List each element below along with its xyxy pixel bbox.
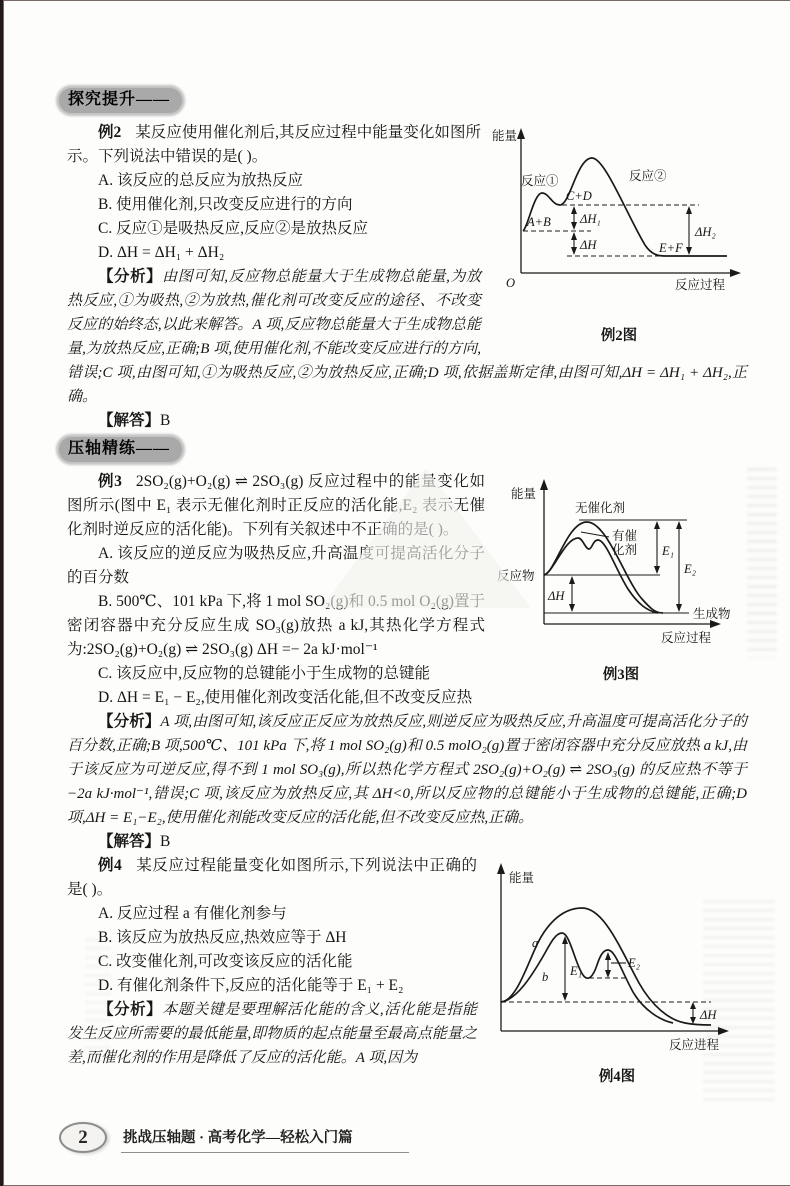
option-c: C. 该反应中,反应物的总键能小于生成物的总键能 (98, 665, 430, 682)
e2-label: E₂ (628, 956, 640, 970)
e1-label: E₁ (662, 544, 674, 558)
y-axis-label: 能量 (509, 871, 535, 885)
delta-h2-label: ΔH₂ (695, 225, 716, 239)
energy-diagram-ex4 (487, 856, 747, 1064)
energy-diagram-ex3 (495, 472, 747, 662)
figure-caption-ex2: 例2图 (600, 328, 638, 344)
section-header-row (59, 437, 747, 462)
e1-label: E₁ (570, 964, 582, 978)
answer-ex3 (67, 830, 747, 854)
figure-ex4 (487, 856, 747, 1088)
y-axis-label: 能量 (511, 487, 537, 501)
catalyst-label-line1: 有催 (612, 529, 638, 543)
page-number: 2 (78, 1126, 88, 1148)
analysis-ex3 (67, 710, 747, 830)
example-label: 例4 (98, 857, 122, 874)
section-header-final: 压轴精练—— (59, 437, 182, 462)
reaction1-label: 反应① (521, 174, 559, 188)
level-cd-label: C+D (566, 189, 592, 203)
figure-caption-ex3: 例3图 (602, 667, 640, 683)
answer-text: B (160, 412, 171, 429)
figure-ex2 (491, 123, 747, 347)
example-label: 例3 (98, 473, 122, 490)
option-b: B. 该反应为放热反应,热效应等于 ΔH (98, 929, 347, 946)
answer-label: 【解答】 (98, 833, 161, 850)
example-4 (67, 854, 747, 1085)
option-d: D. 有催化剂条件下,反应的活化能等于 E₁ + E₂ (98, 977, 404, 994)
analysis-label: 【分析】 (98, 713, 161, 730)
page-number-badge (59, 1122, 107, 1153)
analysis-text: A 项,由图可知,该反应正反应为放热反应,则逆反应为吸热反应,升高温度可提高活化分子的百分数,正确;B 项,500℃、101 kPa 下,将 1 mol SO₂(g)和 0.5 molO₂(g)置于密闭容器中充分反应放热 a kJ,由于该反应为可逆反应,得不到 1 mol SO₃(g),所以热化学方程式 2SO₂(g)+O₂(g) ⇌ 2SO₃(g) 的反应热不等于−2a kJ·mol⁻¹,错误;C 项,该反应为放热反应,其 ΔH<0,所以反应物的总键能小于生成物的总键能,正确;D 项,ΔH = E₁−E₂,使用催化剂能改变反应的活化能,但不改变反应热,正确。 (67, 714, 747, 826)
analysis-label: 【分析】 (98, 268, 163, 285)
analysis-text: 由图可知,反应物总能量大于生成物总能量,为放热反应,①为吸热,②为放热,催化剂可改变反应的途径、不改变反应的始终态,以此来解答。A 项,反应物总能量大于生成物总能量,为放热反应,正确;B 项,使用催化剂,不能改变反应进行的方向,错误;C 项,由图可知,①为吸热反应,②为放热反应,正确;D 项,依据盖斯定律,由图可知,ΔH = ΔH₁ + ΔH₂,正确。 (67, 269, 747, 405)
reactants-label: 反应物 (497, 569, 535, 583)
option-a: A. 该反应的逆反应为吸热反应,升高温度可提高活化分子的百分数 (67, 545, 485, 586)
delta-h-label: ΔH (548, 589, 565, 603)
option-d: D. ΔH = ΔH₁ + ΔH₂ (98, 244, 225, 261)
section-header-explore: 探究提升—— (59, 88, 182, 113)
delta-h1-label: ΔH₁ (580, 212, 601, 226)
answer-label: 【解答】 (98, 412, 161, 429)
option-c: C. 改变催化剂,可改变该反应的活化能 (98, 953, 353, 970)
origin-label: O (506, 276, 516, 290)
book-title: 挑战压轴题 · 高考化学—轻松入门篇 (121, 1126, 409, 1153)
curve-b-label: b (542, 970, 549, 984)
option-a: A. 反应过程 a 有催化剂参与 (98, 905, 287, 922)
statement-text: 2SO₂(g)+O₂(g) ⇌ 2SO₃(g) 反应过程中的能量变化如图所示(图中 E₁ 表示无催化剂时正反应的活化能,E₂ 表示无催化剂时逆反应的活化能)。下列有关叙述中不正确的是( )。 (67, 473, 485, 538)
answer-text: B (160, 833, 171, 850)
no-catalyst-label: 无催化剂 (575, 501, 626, 515)
section-header-row (59, 88, 747, 113)
products-label: 生成物 (693, 607, 731, 621)
option-c: C. 反应①是吸热反应,反应②是放热反应 (98, 220, 368, 237)
curve-a-label: a (532, 936, 539, 950)
figure-caption-ex4: 例4图 (598, 1069, 636, 1085)
example-2 (67, 121, 747, 433)
y-axis-label: 能量 (492, 129, 518, 143)
e2-label: E₂ (684, 562, 696, 576)
level-ab-label: A+B (527, 215, 551, 229)
statement-text: 某反应过程能量变化如图所示,下列说法中正确的是( )。 (67, 857, 477, 898)
level-ef-label: E+F (659, 241, 683, 255)
statement-text: 某反应使用催化剂后,其反应过程中能量变化如图所示。下列说法中错误的是( )。 (67, 124, 481, 165)
page-footer (59, 1122, 409, 1153)
reaction2-label: 反应② (629, 169, 667, 183)
answer-ex2 (67, 409, 747, 433)
x-axis-label: 反应过程 (661, 631, 712, 645)
delta-h-label: ΔH (700, 1008, 717, 1022)
option-d: D. ΔH = E₁ − E₂,使用催化剂改变活化能,但不改变反应热 (98, 689, 473, 706)
x-axis-label: 反应过程 (675, 278, 726, 292)
energy-diagram-ex2 (491, 123, 747, 323)
option-a: A. 该反应的总反应为放热反应 (98, 172, 303, 189)
option-b: B. 使用催化剂,只改变反应进行的方向 (98, 196, 353, 213)
example-label: 例2 (98, 124, 122, 141)
option-b: B. 500℃、101 kPa 下,将 1 mol SO₂(g)和 0.5 mol O₂(g)置于密闭容器中充分反应生成 SO₃(g)放热 a kJ,其热化学方程式为:2SO₂(g)+O₂(g) ⇌ 2SO₃(g) ΔH =− 2a kJ·mol⁻¹ (67, 593, 485, 658)
x-axis-label: 反应进程 (669, 1038, 720, 1052)
figure-ex3 (495, 472, 747, 686)
page-content (3, 0, 790, 1085)
catalyst-label-line2: 化剂 (612, 543, 638, 557)
delta-h-label: ΔH (580, 238, 597, 252)
example-3 (67, 470, 747, 854)
analysis-label: 【分析】 (98, 1001, 163, 1018)
analysis-text: 本题关键是要理解活化能的含义,活化能是指能发生反应所需要的最低能量,即物质的起点能量至最高点能量之差,而催化剂的作用是降低了反应的活化能。A 项,因为 (67, 1002, 477, 1066)
